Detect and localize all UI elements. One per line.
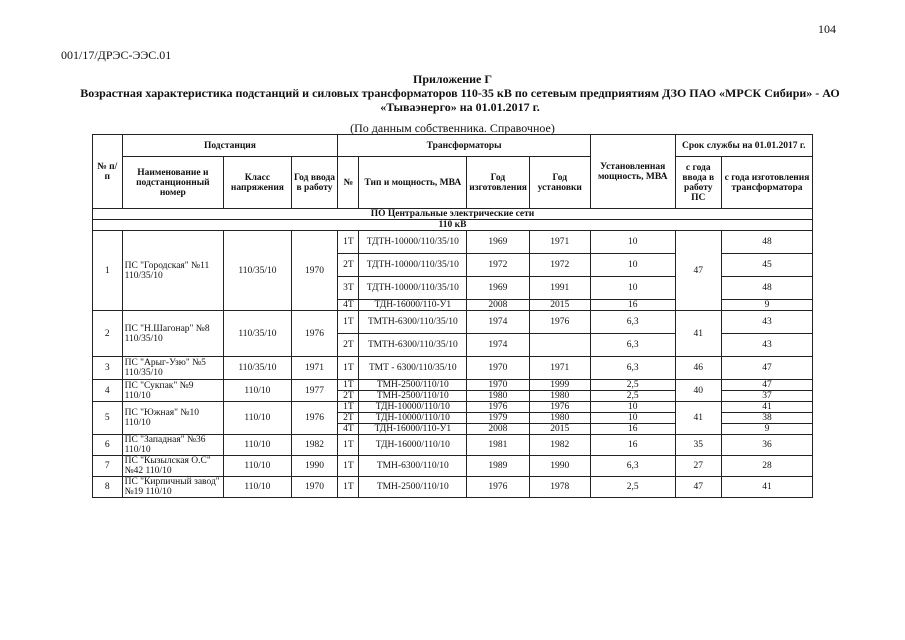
header-substation: Подстанция [122, 135, 338, 157]
service-life-transformer: 45 [722, 254, 813, 277]
table-row [93, 380, 813, 391]
installed-power: 2,5 [590, 477, 675, 498]
transformer-year-installed: 2015 [529, 300, 590, 311]
substation-year: 1971 [291, 357, 338, 380]
substation-year: 1970 [291, 231, 338, 311]
service-life-transformer: 43 [722, 334, 813, 357]
transformer-year-made: 1974 [467, 334, 529, 357]
service-life-transformer: 48 [722, 231, 813, 254]
transformer-year-installed: 1976 [529, 402, 590, 413]
transformer-year-installed: 1980 [529, 391, 590, 402]
transformer-year-made: 2008 [467, 424, 529, 435]
substation-name: ПС "Городская" №11 110/35/10 [122, 231, 223, 311]
transformer-type: ТДН-16000/110-У1 [359, 300, 467, 311]
voltage-class: 110/10 [224, 456, 292, 477]
transformer-number: 1Т [338, 311, 359, 334]
substation-name: ПС "Южная" №10 110/10 [122, 402, 223, 435]
transformer-type: ТМН-2500/110/10 [359, 391, 467, 402]
transformer-year-installed: 1972 [529, 254, 590, 277]
voltage-class: 110/10 [224, 402, 292, 435]
substation-year: 1976 [291, 402, 338, 435]
substation-name: ПС "Сукпак" №9 110/10 [122, 380, 223, 402]
transformer-year-installed: 1991 [529, 277, 590, 300]
transformer-type: ТДН-16000/110-У1 [359, 424, 467, 435]
service-life-transformer: 47 [722, 357, 813, 380]
header-installed-power: Установленная мощность, МВА [590, 135, 675, 209]
substation-year: 1970 [291, 477, 338, 498]
substation-number: 2 [93, 311, 123, 357]
transformer-year-installed [529, 334, 590, 357]
service-life-substation: 46 [675, 357, 722, 380]
installed-power: 10 [590, 231, 675, 254]
table-row [93, 311, 813, 334]
service-life-substation: 47 [675, 477, 722, 498]
transformer-year-made: 1980 [467, 391, 529, 402]
substation-number: 5 [93, 402, 123, 435]
voltage-class: 110/35/10 [224, 311, 292, 357]
source-note: (По данным собственника. Справочное) [350, 121, 555, 135]
transformer-year-made: 1974 [467, 311, 529, 334]
transformer-type: ТМТН-6300/110/35/10 [359, 334, 467, 357]
transformer-year-made: 2008 [467, 300, 529, 311]
service-life-transformer: 9 [722, 424, 813, 435]
document-code: 001/17/ДРЭС-ЭЭС.01 [61, 48, 172, 62]
transformer-year-made: 1989 [467, 456, 529, 477]
installed-power: 6,3 [590, 357, 675, 380]
transformer-number: 4Т [338, 300, 359, 311]
header-tr-type: Тип и мощность, МВА [359, 157, 467, 209]
table-row [93, 435, 813, 456]
transformer-number: 1Т [338, 357, 359, 380]
header-tr-year-made: Год изготовления [467, 157, 529, 209]
transformer-year-installed: 1999 [529, 380, 590, 391]
service-life-transformer: 41 [722, 402, 813, 413]
transformer-number: 2Т [338, 391, 359, 402]
service-life-substation: 47 [675, 231, 722, 311]
table-row [93, 477, 813, 498]
service-life-transformer: 9 [722, 300, 813, 311]
voltage-class: 110/10 [224, 477, 292, 498]
transformer-type: ТДТН-10000/110/35/10 [359, 231, 467, 254]
service-life-transformer: 41 [722, 477, 813, 498]
substation-year: 1982 [291, 435, 338, 456]
transformer-number: 3Т [338, 277, 359, 300]
transformer-number: 1Т [338, 380, 359, 391]
table-row [93, 357, 813, 380]
transformer-type: ТМН-2500/110/10 [359, 380, 467, 391]
installed-power: 6,3 [590, 334, 675, 357]
substation-name: ПС "Западная" №36 110/10 [122, 435, 223, 456]
page-number: 104 [818, 22, 836, 36]
section-row: ПО Центральные электрические сети [93, 209, 813, 220]
header-voltage-class: Класс напряжения [224, 157, 292, 209]
installed-power: 16 [590, 424, 675, 435]
substation-year: 1977 [291, 380, 338, 402]
voltage-class: 110/35/10 [224, 357, 292, 380]
transformer-type: ТМН-6300/110/10 [359, 456, 467, 477]
transformer-year-made: 1972 [467, 254, 529, 277]
installed-power: 6,3 [590, 456, 675, 477]
service-life-transformer: 37 [722, 391, 813, 402]
transformer-type: ТДН-16000/110/10 [359, 435, 467, 456]
installed-power: 10 [590, 277, 675, 300]
transformer-year-installed: 1982 [529, 435, 590, 456]
header-num: № п/п [93, 135, 123, 209]
service-life-substation: 41 [675, 402, 722, 435]
transformer-type: ТМН-2500/110/10 [359, 477, 467, 498]
header-transformers: Трансформаторы [338, 135, 591, 157]
service-life-substation: 35 [675, 435, 722, 456]
transformer-number: 1Т [338, 456, 359, 477]
installed-power: 10 [590, 254, 675, 277]
voltage-class: 110/10 [224, 435, 292, 456]
transformer-year-installed: 1976 [529, 311, 590, 334]
installed-power: 10 [590, 413, 675, 424]
transformer-year-installed: 1990 [529, 456, 590, 477]
installed-power: 10 [590, 402, 675, 413]
service-life-transformer: 28 [722, 456, 813, 477]
transformer-year-made: 1976 [467, 402, 529, 413]
transformer-number: 1Т [338, 231, 359, 254]
transformer-number: 1Т [338, 435, 359, 456]
header-tr-num: № [338, 157, 359, 209]
voltage-class: 110/10 [224, 380, 292, 402]
service-life-substation: 40 [675, 380, 722, 402]
transformer-type: ТМТ - 6300/110/35/10 [359, 357, 467, 380]
transformer-number: 1Т [338, 477, 359, 498]
header-tr-year-install: Год установки [529, 157, 590, 209]
header-life-tr: с года изготовления трансформатора [722, 157, 813, 209]
substation-year: 1976 [291, 311, 338, 357]
transformer-age-table [92, 134, 813, 498]
header-sub-name: Наименование и подстанционный номер [122, 157, 223, 209]
transformer-number: 1Т [338, 402, 359, 413]
substation-name: ПС "Арыг-Узю" №5 110/35/10 [122, 357, 223, 380]
installed-power: 2,5 [590, 380, 675, 391]
substation-year: 1990 [291, 456, 338, 477]
transformer-year-made: 1969 [467, 277, 529, 300]
installed-power: 6,3 [590, 311, 675, 334]
service-life-transformer: 48 [722, 277, 813, 300]
substation-number: 4 [93, 380, 123, 402]
service-life-substation: 41 [675, 311, 722, 357]
transformer-number: 2Т [338, 254, 359, 277]
installed-power: 2,5 [590, 391, 675, 402]
transformer-type: ТДН-10000/110/10 [359, 402, 467, 413]
header-life-sub: с года ввода в работу ПС [675, 157, 722, 209]
header-sub-year: Год ввода в работу [291, 157, 338, 209]
main-title: Возрастная характеристика подстанций и силовых трансформаторов 110-35 кВ по сетевым предприятиям ДЗО ПАО «МРСК Сибири» - АО «Тываэнерго» на 01.01.2017 г. [80, 86, 840, 114]
transformer-year-made: 1981 [467, 435, 529, 456]
table-row [93, 402, 813, 413]
transformer-year-installed: 1971 [529, 231, 590, 254]
installed-power: 16 [590, 435, 675, 456]
service-life-transformer: 38 [722, 413, 813, 424]
table-row [93, 231, 813, 254]
service-life-transformer: 47 [722, 380, 813, 391]
substation-number: 3 [93, 357, 123, 380]
transformer-year-made: 1976 [467, 477, 529, 498]
transformer-number: 2Т [338, 334, 359, 357]
transformer-type: ТДТН-10000/110/35/10 [359, 277, 467, 300]
substation-number: 7 [93, 456, 123, 477]
substation-name: ПС "Кирпичный завод" №19 110/10 [122, 477, 223, 498]
transformer-year-installed: 1978 [529, 477, 590, 498]
voltage-class: 110/35/10 [224, 231, 292, 311]
transformer-year-made: 1979 [467, 413, 529, 424]
transformer-year-installed: 1971 [529, 357, 590, 380]
transformer-number: 4Т [338, 424, 359, 435]
transformer-year-made: 1970 [467, 380, 529, 391]
transformer-year-installed: 2015 [529, 424, 590, 435]
substation-number: 8 [93, 477, 123, 498]
transformer-year-installed: 1980 [529, 413, 590, 424]
transformer-year-made: 1970 [467, 357, 529, 380]
substation-name: ПС "Кызылская О.С" №42 110/10 [122, 456, 223, 477]
transformer-type: ТМТН-6300/110/35/10 [359, 311, 467, 334]
service-life-transformer: 43 [722, 311, 813, 334]
service-life-transformer: 36 [722, 435, 813, 456]
substation-name: ПС "Н.Шагонар" №8 110/35/10 [122, 311, 223, 357]
substation-number: 6 [93, 435, 123, 456]
appendix-title: Приложение Г [412, 72, 492, 86]
transformer-type: ТДТН-10000/110/35/10 [359, 254, 467, 277]
transformer-year-made: 1969 [467, 231, 529, 254]
transformer-number: 2Т [338, 413, 359, 424]
substation-number: 1 [93, 231, 123, 311]
header-service-life: Срок службы на 01.01.2017 г. [675, 135, 813, 157]
table-row [93, 456, 813, 477]
subsection-row: 110 кВ [93, 220, 813, 231]
transformer-type: ТДН-10000/110/10 [359, 413, 467, 424]
installed-power: 16 [590, 300, 675, 311]
service-life-substation: 27 [675, 456, 722, 477]
